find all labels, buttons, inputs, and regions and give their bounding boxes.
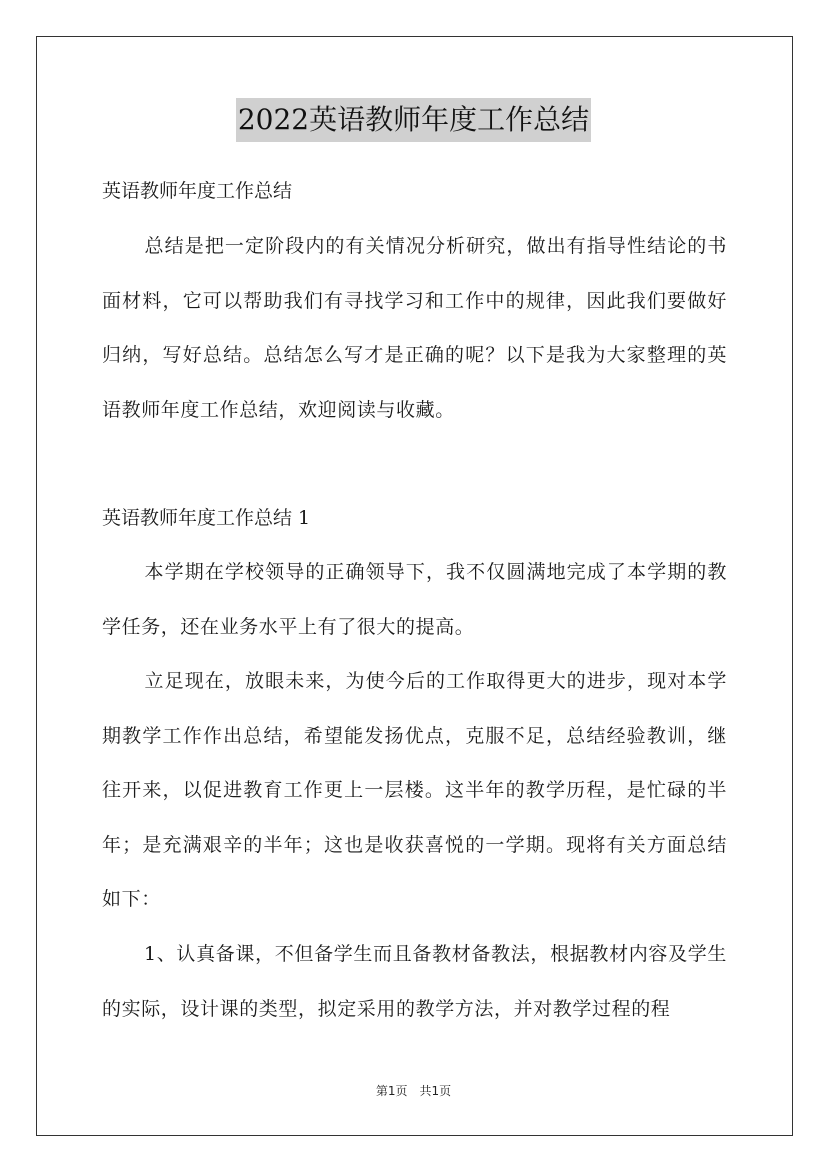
paragraph-text: 立足现在，放眼未来，为使今后的工作取得更大的进步，现对本学期教学工作作出总结，希望能发扬优点，克服不足，总结经验教训，继往开来，以促进教育工作更上一层楼。这半年的教学历程，是忙碌的半年；是充满艰辛的半年；这也是收获喜悦的一学期。现将有关方面总结如下： (102, 670, 727, 910)
body-paragraph (102, 654, 727, 927)
section-title: 英语教师年度工作总结 1 (102, 507, 311, 529)
body-paragraph (102, 927, 727, 1036)
intro-paragraph (102, 219, 727, 437)
page-total: 共1页 (419, 1084, 452, 1098)
document-title: 2022英语教师年度工作总结 (236, 98, 591, 142)
page-number: 第1页 (375, 1084, 408, 1098)
intro-text: 总结是把一定阶段内的有关情况分析研究，做出有指导性结论的书面材料，它可以帮助我们有寻找学习和工作中的规律，因此我们要做好归纳，写好总结。总结怎么写才是正确的呢？以下是我为大家整理的英语教师年度工作总结，欢迎阅读与收藏。 (102, 235, 727, 421)
paragraph-text: 1、认真备课，不但备学生而且备教材备教法，根据教材内容及学生的实际，设计课的类型，拟定采用的教学方法，并对教学过程的程 (102, 943, 727, 1020)
page-footer (0, 1082, 827, 1099)
document-subtitle: 英语教师年度工作总结 (102, 180, 293, 202)
body-paragraph (102, 545, 727, 654)
title-container (0, 98, 827, 142)
paragraph-text: 本学期在学校领导的正确领导下，我不仅圆满地完成了本学期的教学任务，还在业务水平上有了很大的提高。 (102, 561, 727, 638)
